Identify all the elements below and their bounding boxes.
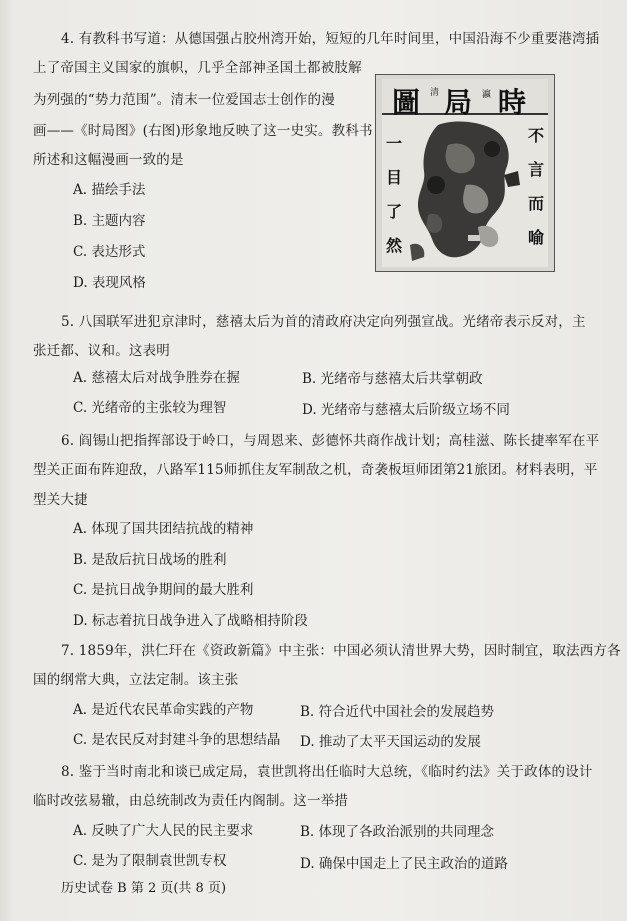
q6-option-d: D. 标志着抗日战争进入了战略相持阶段 bbox=[73, 613, 308, 629]
q4-line-1: 4. 有教科书写道：从德国强占胶州湾开始，短短的几年时间里，中国沿海不少重要港湾插 bbox=[61, 31, 600, 47]
cartoon-left-char-3: 了 bbox=[386, 202, 403, 221]
cartoon-right-char-4: 喻 bbox=[528, 228, 545, 247]
q6-line-3: 型关大捷 bbox=[33, 492, 88, 508]
shiju-tu-cartoon bbox=[375, 74, 555, 272]
q7-option-c: C. 是农民反对封建斗争的思想结晶 bbox=[73, 732, 281, 748]
q7-option-a: A. 是近代农民革命实践的产物 bbox=[73, 702, 254, 718]
cartoon-map-illustration bbox=[408, 115, 524, 265]
q6-option-c: C. 是抗日战争期间的最大胜利 bbox=[73, 582, 254, 598]
cartoon-title-small-1: 清 bbox=[430, 88, 440, 98]
q7-line-1: 7. 1859年，洪仁玕在《资政新篇》中主张：中国必须认清世界大势，因时制宜，取法西方各 bbox=[61, 643, 621, 659]
q8-option-c: C. 是为了限制袁世凯专权 bbox=[73, 853, 227, 869]
cartoon-right-char-3: 而 bbox=[528, 194, 545, 213]
cartoon-title-char-3: 時 bbox=[498, 86, 527, 119]
q7-option-b: B. 符合近代中国社会的发展趋势 bbox=[300, 704, 495, 720]
q4-line-4: 画——《时局图》(右图)形象地反映了这一史实。教科书 bbox=[33, 123, 373, 139]
q7-line-2: 国的纲常大典，立法定制。该主张 bbox=[33, 672, 239, 688]
q7-option-d: D. 推动了太平天国运动的发展 bbox=[300, 734, 481, 750]
q6-option-b: B. 是敌后抗日战场的胜利 bbox=[73, 552, 227, 568]
q6-line-1: 6. 阎锡山把指挥部设于岭口，与周恩来、彭德怀共商作战计划；高桂滋、陈长捷率军在平 bbox=[61, 433, 600, 449]
q4-option-b: B. 主题内容 bbox=[73, 213, 146, 229]
q5-option-b: B. 光绪帝与慈禧太后共掌朝政 bbox=[302, 371, 483, 387]
q4-line-3: 为列强的“势力范围”。清末一位爱国志士创作的漫 bbox=[33, 92, 335, 108]
cartoon-left-char-2: 目 bbox=[386, 168, 403, 187]
q6-option-a: A. 体现了国共团结抗战的精神 bbox=[73, 521, 254, 537]
q5-option-c: C. 光绪帝的主张较为理智 bbox=[73, 400, 227, 416]
q4-line-2: 上了帝国主义国家的旗帜，几乎全部神圣国土都被肢解 bbox=[33, 60, 362, 76]
q8-option-a: A. 反映了广大人民的民主要求 bbox=[73, 823, 254, 839]
cartoon-right-char-2: 言 bbox=[528, 160, 545, 179]
cartoon-title-small-2: 瀛 bbox=[482, 90, 492, 100]
q5-option-a: A. 慈禧太后对战争胜券在握 bbox=[73, 370, 240, 386]
q5-option-d: D. 光绪帝与慈禧太后阶级立场不同 bbox=[302, 402, 510, 418]
cartoon-left-char-1: 一 bbox=[386, 134, 403, 153]
q8-line-2: 临时改弦易辙，由总统制改为责任内阁制。这一举措 bbox=[33, 793, 349, 809]
q4-option-a: A. 描绘手法 bbox=[73, 182, 146, 198]
q5-line-2: 张迁都、议和。这表明 bbox=[33, 343, 170, 359]
cartoon-right-char-1: 不 bbox=[528, 126, 545, 145]
q6-line-2: 型关正面布阵迎敌，八路军115师抓住友军制敌之机，奇袭板垣师团第21旅团。材料表明，平 bbox=[33, 462, 598, 478]
q8-line-1: 8. 鉴于当时南北和谈已成定局，袁世凯将出任临时大总统，《临时约法》关于政体的设计 bbox=[61, 764, 593, 780]
cartoon-title-char-2: 局 bbox=[444, 86, 473, 119]
q4-option-d: D. 表现风格 bbox=[73, 275, 146, 291]
q8-option-b: B. 体现了各政治派别的共同理念 bbox=[300, 824, 495, 840]
q4-option-c: C. 表达形式 bbox=[73, 244, 146, 260]
q5-line-1: 5. 八国联军进犯京津时，慈禧太后为首的清政府决定向列强宣战。光绪帝表示反对，主 bbox=[61, 314, 586, 330]
cartoon-left-char-4: 然 bbox=[386, 236, 403, 255]
page-footer: 历史试卷 B 第 2 页(共 8 页) bbox=[61, 881, 227, 896]
cartoon-title-char-1: 圖 bbox=[392, 86, 421, 119]
q8-option-d: D. 确保中国走上了民主政治的道路 bbox=[300, 856, 508, 872]
q4-line-5: 所述和这幅漫画一致的是 bbox=[33, 152, 184, 168]
